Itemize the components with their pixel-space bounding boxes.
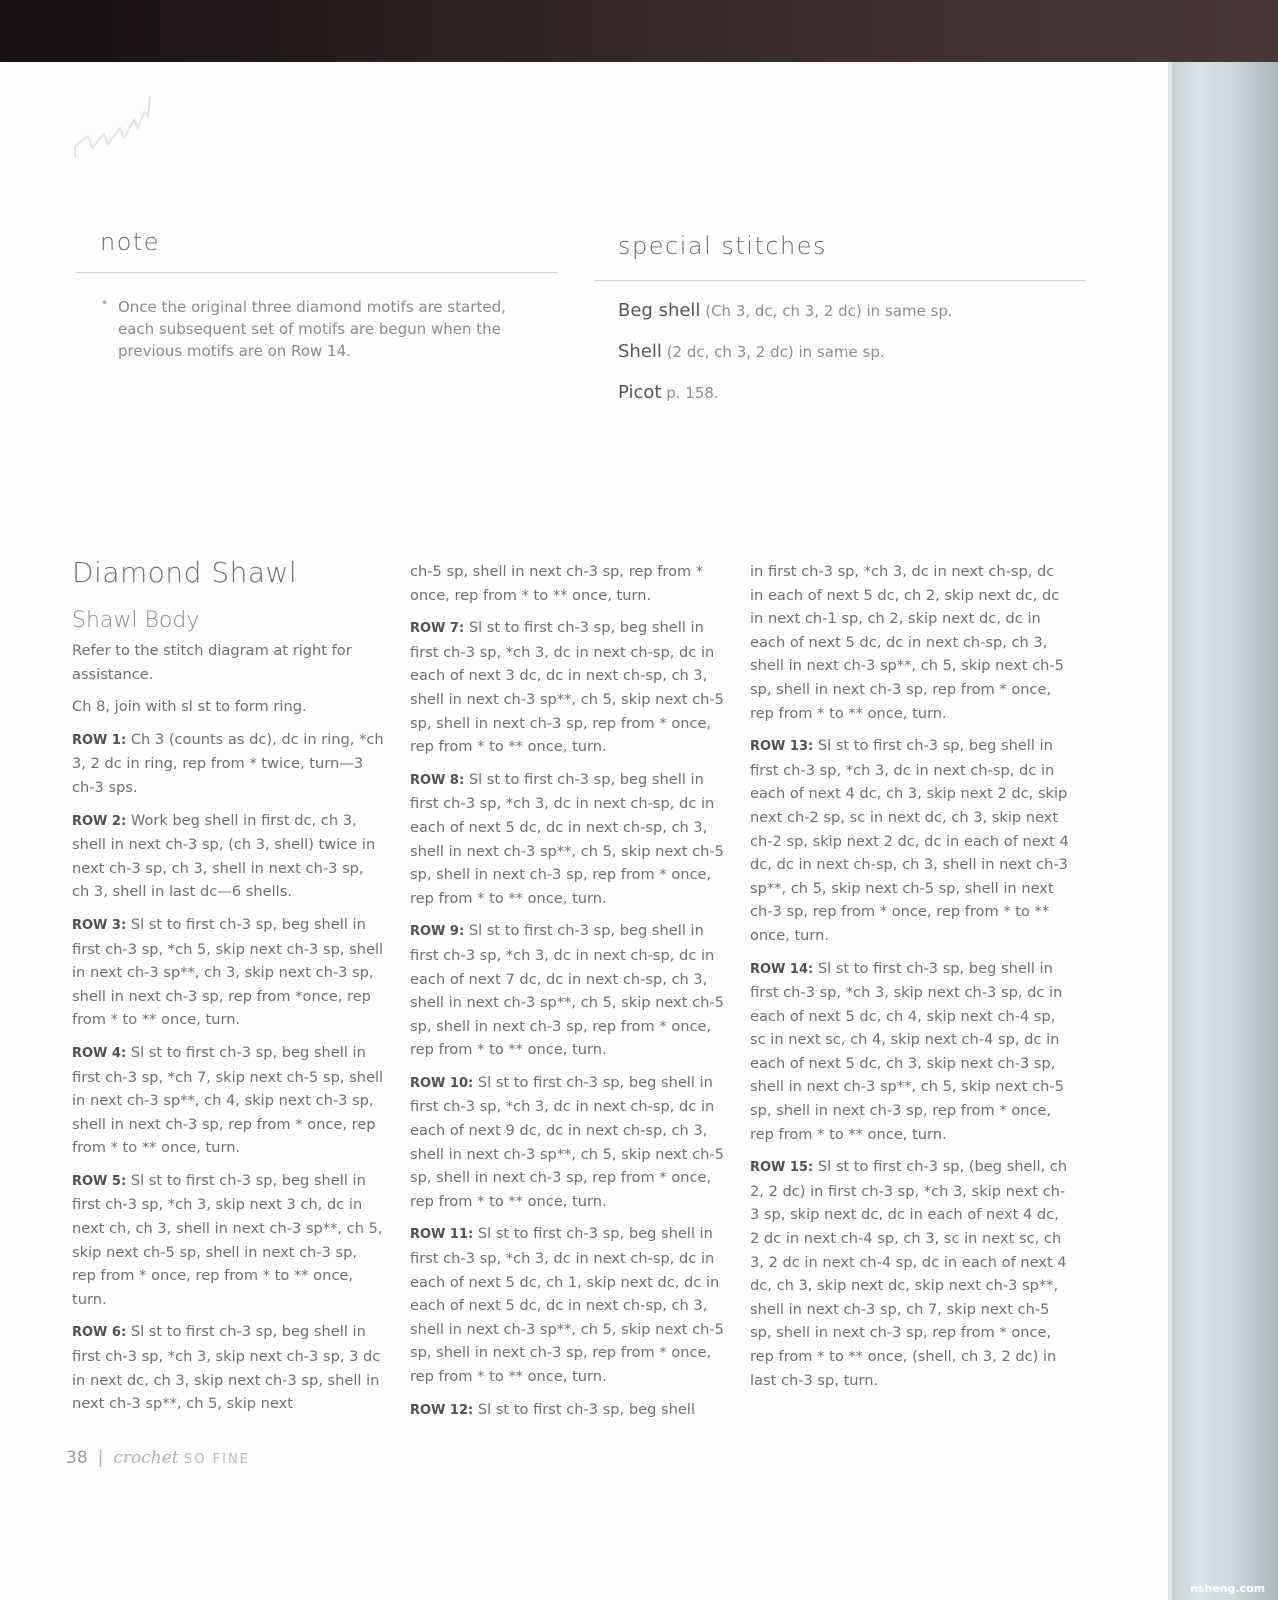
note-divider: [76, 272, 558, 273]
stitch-definition: (2 dc, ch 3, 2 dc) in same sp.: [666, 343, 885, 361]
row-text: Sl st to first ch-3 sp, beg shell in first ch-3 sp, *ch 3, dc in next ch-sp, dc in each of next 3 dc, dc in next ch-sp, ch 3, shell in next ch-3 sp**, ch 5, skip next ch-5 sp, shell in next ch-3 sp, rep from * once, rep from * to ** once, turn.: [410, 619, 724, 756]
row-label: ROW 10:: [410, 1075, 474, 1091]
row-2: [72, 809, 384, 904]
row-15: [750, 1155, 1072, 1392]
row-label: ROW 3:: [72, 917, 127, 933]
pattern-title: Diamond Shawl: [72, 556, 298, 589]
row-label: ROW 7:: [410, 621, 465, 637]
book-spine: [1172, 62, 1278, 1600]
intro-text: Refer to the stitch diagram at right for assistance.: [72, 642, 352, 683]
row-label: ROW 14:: [750, 961, 814, 977]
scan-background-top: [0, 0, 1278, 62]
row-text: Sl st to first ch-3 sp, beg shell in first ch-3 sp, *ch 5, skip next ch-3 sp, shell in next ch-3 sp**, ch 3, skip next ch-3 sp, shell in next ch-3 sp, rep from *once, rep from * to ** once, turn.: [72, 915, 384, 1029]
row-label: ROW 13:: [750, 739, 814, 755]
instructions-column-2: [410, 560, 728, 1431]
row-text: Sl st to first ch-3 sp, beg shell in first ch-3 sp, *ch 3, dc in next ch-sp, dc in each of next 5 dc, dc in next ch-sp, ch 3, shell in next ch-3 sp**, ch 5, skip next ch-5 sp, shell in next ch-3 sp, rep from * once, rep from * to ** once, turn.: [410, 770, 724, 907]
row-7: [410, 616, 728, 759]
instructions-column-1: [72, 639, 384, 1425]
row-label: ROW 2:: [72, 813, 127, 829]
special-stitch-shell: [618, 341, 885, 362]
row-text: Sl st to first ch-3 sp, beg shell in first ch-3 sp, *ch 3, dc in next ch-sp, dc in each of next 9 dc, dc in next ch-sp, ch 3, shell in next ch-3 sp**, ch 5, skip next ch-5 sp, shell in next ch-3 sp, rep from * once, rep from * to ** once, turn.: [410, 1073, 724, 1210]
watermark: nsheng.com: [1190, 1582, 1266, 1595]
row-10: [410, 1071, 728, 1214]
row-text: Work beg shell in first dc, ch 3, shell in next ch-3 sp, (ch 3, shell) twice in next ch-3 sp, ch 3, shell in next ch-3 sp, ch 3, shell in last dc—6 shells.: [72, 811, 376, 901]
row-14: [750, 957, 1072, 1147]
instructions-column-3: [750, 560, 1072, 1401]
row-3: [72, 913, 384, 1032]
row-label: ROW 11:: [410, 1227, 474, 1243]
row-label: ROW 4:: [72, 1045, 127, 1061]
row-text: Sl st to first ch-3 sp, beg shell in first ch-3 sp, *ch 3, dc in next ch-sp, dc in each of next 5 dc, ch 1, skip next dc, dc in each of next 5 dc, dc in next ch-sp, ch 3, shell in next ch-3 sp**, ch 5, skip next ch-5 sp, shell in next ch-3 sp, rep from * once, rep from * to ** once, turn.: [410, 1225, 724, 1385]
stitch-term: Beg shell: [618, 300, 701, 321]
row-text: Sl st to first ch-3 sp, beg shell in first ch-3 sp, *ch 3, dc in next ch-sp, dc in each of next 4 dc, ch 3, skip next 2 dc, skip next ch-2 sp, sc in next dc, ch 3, skip next ch-2 sp, skip next 2 dc, dc in each of next 4 dc, dc in next ch-sp, ch 3, shell in next ch-3 sp**, ch 5, skip next ch-5 sp, shell in next ch-3 sp, rep from * once, rep from * to ** once, turn.: [750, 737, 1069, 944]
row-label: ROW 9:: [410, 924, 465, 940]
special-stitches-divider: [594, 280, 1086, 281]
row-9: [410, 919, 728, 1062]
row-11: [410, 1222, 728, 1388]
book-brand-suffix: SO FINE: [184, 1452, 250, 1467]
special-stitch-beg-shell: [618, 300, 953, 321]
stitch-term: Picot: [618, 382, 662, 403]
page-number: 38: [66, 1448, 88, 1468]
row-text: Sl st to first ch-3 sp, beg shell in first ch-3 sp, *ch 3, skip next ch-3 sp, 3 dc in next dc, ch 3, skip next ch-3 sp, shell in next ch-3 sp**, ch 5, skip next: [72, 1323, 381, 1413]
footer-separator: |: [97, 1448, 104, 1468]
row-label: ROW 12:: [410, 1402, 474, 1418]
row-1: [72, 728, 384, 800]
special-stitch-picot: [618, 382, 719, 403]
row-label: ROW 1:: [72, 732, 127, 748]
note-text: Once the original three diamond motifs are started, each subsequent set of motifs are begun when the previous motifs are on Row 14.: [118, 298, 506, 360]
stitch-definition: p. 158.: [666, 384, 719, 402]
special-stitches-heading: special stitches: [618, 232, 828, 260]
row-text: Ch 3 (counts as dc), dc in ring, *ch 3, 2 dc in ring, rep from * twice, turn—3 ch-3 sps.: [72, 730, 384, 796]
row-text: Sl st to first ch-3 sp, beg shell in first ch-3 sp, *ch 7, skip next ch-5 sp, shell in next ch-3 sp**, ch 4, skip next ch-3 sp, shell in next ch-3 sp, rep from * once, rep from * to ** once, turn.: [72, 1043, 384, 1157]
row-label: ROW 6:: [72, 1325, 127, 1341]
row-text: Sl st to first ch-3 sp, beg shell in first ch-3 sp, *ch 3, dc in next ch-sp, dc in each of next 7 dc, dc in next ch-sp, ch 3, shell in next ch-3 sp**, ch 5, skip next ch-5 sp, shell in next ch-3 sp, rep from * once, rep from * to ** once, turn.: [410, 922, 724, 1059]
row-12: [410, 1398, 728, 1423]
row-text: Sl st to first ch-3 sp, beg shell in first ch-3 sp, *ch 3, skip next 3 ch, dc in next ch, ch 3, shell in next ch-3 sp**, ch 5, skip next ch-5 sp, shell in next ch-3 sp, rep from * once, rep from * to ** once, turn.: [72, 1171, 383, 1308]
zigzag-ornament-icon: [70, 76, 160, 166]
row-8: [410, 768, 728, 911]
row-12-continued: in first ch-3 sp, *ch 3, dc in next ch-sp, dc in each of next 5 dc, ch 2, skip next dc, dc in next ch-1 sp, ch 2, skip next dc, dc in each of next 5 dc, dc in next ch-sp, ch 3, shell in next ch-3 sp**, ch 5, skip next ch-5 sp, shell in next ch-3 sp, rep from * once, rep from * to ** once, turn.: [750, 563, 1064, 722]
row-13: [750, 734, 1072, 947]
row-label: ROW 15:: [750, 1160, 814, 1176]
book-brand: crochet: [113, 1448, 179, 1468]
stitch-term: Shell: [618, 341, 662, 362]
stitch-definition: (Ch 3, dc, ch 3, 2 dc) in same sp.: [705, 302, 953, 320]
start-text: Ch 8, join with sl st to form ring.: [72, 698, 307, 716]
page-footer: [66, 1448, 250, 1468]
row-6-continued: ch-5 sp, shell in next ch-3 sp, rep from * once, rep from * to ** once, turn.: [410, 563, 704, 604]
row-label: ROW 5:: [72, 1173, 127, 1189]
row-4: [72, 1041, 384, 1160]
section-subtitle: Shawl Body: [72, 608, 200, 633]
note-heading: note: [100, 228, 161, 256]
row-5: [72, 1169, 384, 1312]
row-label: ROW 8:: [410, 772, 465, 788]
row-text: Sl st to first ch-3 sp, beg shell in first ch-3 sp, *ch 3, skip next ch-3 sp, dc in each of next 5 dc, ch 4, skip next ch-4 sp, sc in next sc, ch 4, skip next ch-4 sp, dc in each of next 5 dc, ch 3, skip next ch-3 sp, shell in next ch-3 sp**, ch 5, skip next ch-5 sp, shell in next ch-3 sp, rep from * once, rep from * to ** once, turn.: [750, 959, 1064, 1143]
bullet-icon: •: [101, 296, 109, 310]
row-6: [72, 1320, 384, 1415]
row-text: Sl st to first ch-3 sp, (beg shell, ch 2, 2 dc) in first ch-3 sp, *ch 3, skip next ch-3 sp, skip next dc, dc in each of next 4 dc, 2 dc in next ch-4 sp, ch 3, sc in next sc, ch 3, 2 dc in next ch-4 sp, dc in each of next 4 dc, ch 3, skip next dc, skip next ch-3 sp**, shell in next ch-3 sp, ch 7, skip next ch-5 sp, shell in next ch-3 sp, rep from * once, rep from * to ** once, (shell, ch 3, 2 dc) in last ch-3 sp, turn.: [750, 1158, 1068, 1389]
row-text: Sl st to first ch-3 sp, beg shell: [477, 1400, 695, 1418]
